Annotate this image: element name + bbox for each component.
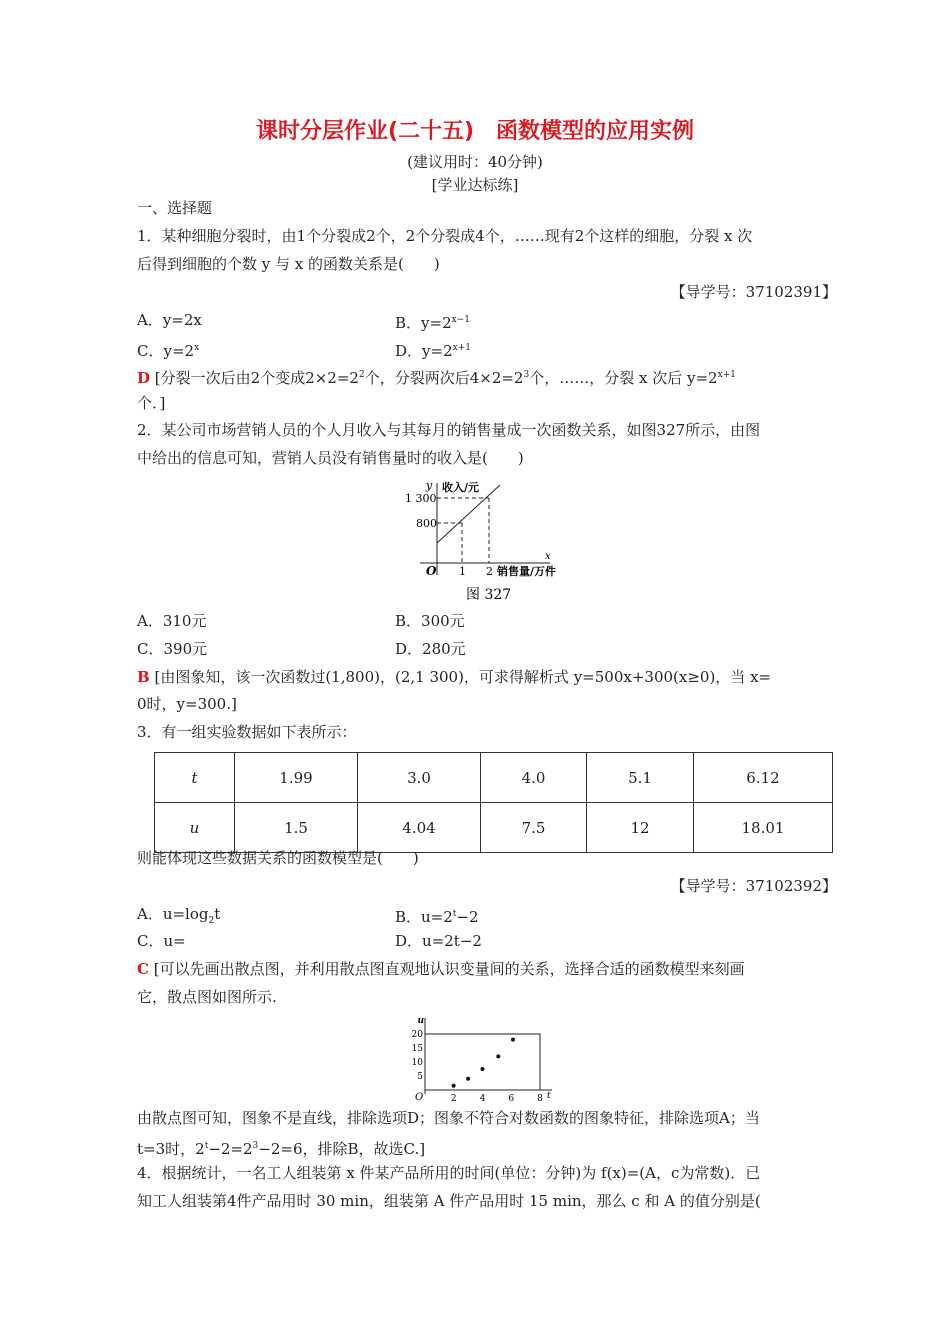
x-tick-label: 2 bbox=[450, 1094, 457, 1104]
page-title: 课时分层作业(二十五) 函数模型的应用实例 bbox=[255, 119, 695, 144]
q2-option-d: D．280元 bbox=[395, 640, 466, 658]
x-tick-label: 6 bbox=[508, 1094, 515, 1104]
data-point bbox=[452, 1084, 456, 1088]
data-point bbox=[496, 1054, 500, 1058]
q2-option-a: A．310元 bbox=[137, 612, 207, 630]
figure-327 bbox=[400, 475, 580, 605]
x-label: x bbox=[545, 551, 551, 562]
table-row: t 1.99 3.0 4.0 5.1 6.12 bbox=[155, 753, 833, 803]
y-label: y bbox=[426, 479, 433, 492]
section-heading: 一、选择题 bbox=[137, 199, 213, 217]
q2-answer: B [由图象知，该一次函数过(1,800)，(2,1 300)，可求得解析式 y=500x+300(x≥0)，当 x= bbox=[137, 668, 772, 686]
q4-text-2: 知工人组装第4件产品用时 30 min，组装第 A 件产品用时 15 min，那么 c 和 A 的值分别是( bbox=[137, 1192, 761, 1210]
suggested-time: (建议用时：40分钟) bbox=[407, 153, 543, 171]
q4-text: 4．根据统计，一名工人组装第 x 件某产品所用的时间(单位：分钟)为 f(x)=(A，c为常数)．已 bbox=[137, 1164, 761, 1182]
q3-guide-code: 【导学号：37102392】 bbox=[670, 877, 837, 895]
x-tick-label: 8 bbox=[537, 1094, 543, 1104]
origin-label: O bbox=[415, 1092, 424, 1103]
q1-option-a: A．y=2x bbox=[137, 311, 202, 329]
y-label: u bbox=[417, 1016, 424, 1026]
q2-option-c: C．390元 bbox=[137, 640, 208, 658]
x-label: t bbox=[547, 1091, 551, 1101]
y-title: 收入/元 bbox=[442, 481, 480, 494]
table-row: u 1.5 4.04 7.5 12 18.01 bbox=[155, 803, 833, 853]
q1-answer-2: 个．] bbox=[137, 394, 166, 412]
q1-option-c: C．$y=2^x$ bbox=[137, 342, 200, 360]
data-point bbox=[466, 1077, 470, 1081]
q1-text: 1．某种细胞分裂时，由1个分裂成2个，2个分裂成4个，……现有2个这样的细胞，分裂 x 次 bbox=[137, 227, 753, 245]
q3-option-a: A．$u=\log_2t$ bbox=[137, 905, 221, 926]
q3-answer: C [可以先画出散点图，并利用散点图直观地认识变量间的关系，选择合适的函数模型来刻画 bbox=[137, 960, 745, 978]
origin-label: O bbox=[426, 564, 437, 578]
x-tick-1: 1 bbox=[459, 565, 466, 578]
y-tick-1300: 1 300 bbox=[405, 492, 437, 505]
q2-text-2: 中给出的信息可知，营销人员没有销售量时的收入是( ) bbox=[137, 449, 524, 467]
data-point bbox=[481, 1067, 485, 1071]
y-tick-label: 15 bbox=[411, 1044, 423, 1054]
q1-text-2: 后得到细胞的个数 y 与 x 的函数关系是( ) bbox=[137, 255, 440, 273]
plot-frame bbox=[425, 1034, 540, 1090]
scatter-plot bbox=[410, 1012, 560, 1107]
q1-answer: D [分裂一次后由2个变成$2\times 2=2^2$个，分裂两次后$4\times 2=2^3$个，……，分裂 x 次后 $y=2^{x+1}$ bbox=[137, 369, 736, 387]
q3-text-2: 则能体现这些数据关系的函数模型是( ) bbox=[137, 849, 419, 867]
data-point bbox=[511, 1038, 515, 1042]
x-tick-label: 4 bbox=[479, 1094, 486, 1104]
q3-option-b: B．$u=2^t-2$ bbox=[395, 908, 479, 926]
level-label: [学业达标练] bbox=[431, 176, 519, 194]
figure-caption: 图 327 bbox=[466, 587, 512, 603]
x-tick-2: 2 bbox=[486, 565, 493, 578]
y-tick-800: 800 bbox=[416, 517, 437, 530]
q3-option-d: D．u=2t−2 bbox=[395, 932, 482, 950]
q2-option-b: B．300元 bbox=[395, 612, 465, 630]
q3-option-c: C．u= bbox=[137, 932, 186, 950]
q1-option-b: B．$y=2^{x-1}$ bbox=[395, 314, 470, 332]
q3-answer-2: 它，散点图如图所示. bbox=[137, 988, 277, 1006]
q1-option-d: D．$y=2^{x+1}$ bbox=[395, 342, 471, 360]
q2-text: 2．某公司市场营销人员的个人月收入与其每月的销售量成一次函数关系，如图327所示，由图 bbox=[137, 421, 761, 439]
x-title: 销售量/万件 bbox=[497, 565, 557, 578]
q1-guide-code: 【导学号：37102391】 bbox=[670, 283, 837, 301]
y-tick-label: 20 bbox=[411, 1030, 423, 1040]
q3-answer-4: t=3时，$2^t-2=2^3-2=6$，排除B，故选C.] bbox=[137, 1140, 426, 1158]
y-tick-label: 10 bbox=[411, 1058, 423, 1068]
q3-text: 3．有一组实验数据如下表所示： bbox=[137, 723, 357, 741]
data-table bbox=[154, 752, 833, 853]
q2-answer-2: 0时，y=300.] bbox=[137, 695, 237, 713]
q3-answer-3: 由散点图可知，图象不是直线，排除选项D；图象不符合对数函数的图象特征，排除选项A；当 bbox=[137, 1109, 760, 1127]
y-tick-label: 5 bbox=[417, 1072, 423, 1082]
